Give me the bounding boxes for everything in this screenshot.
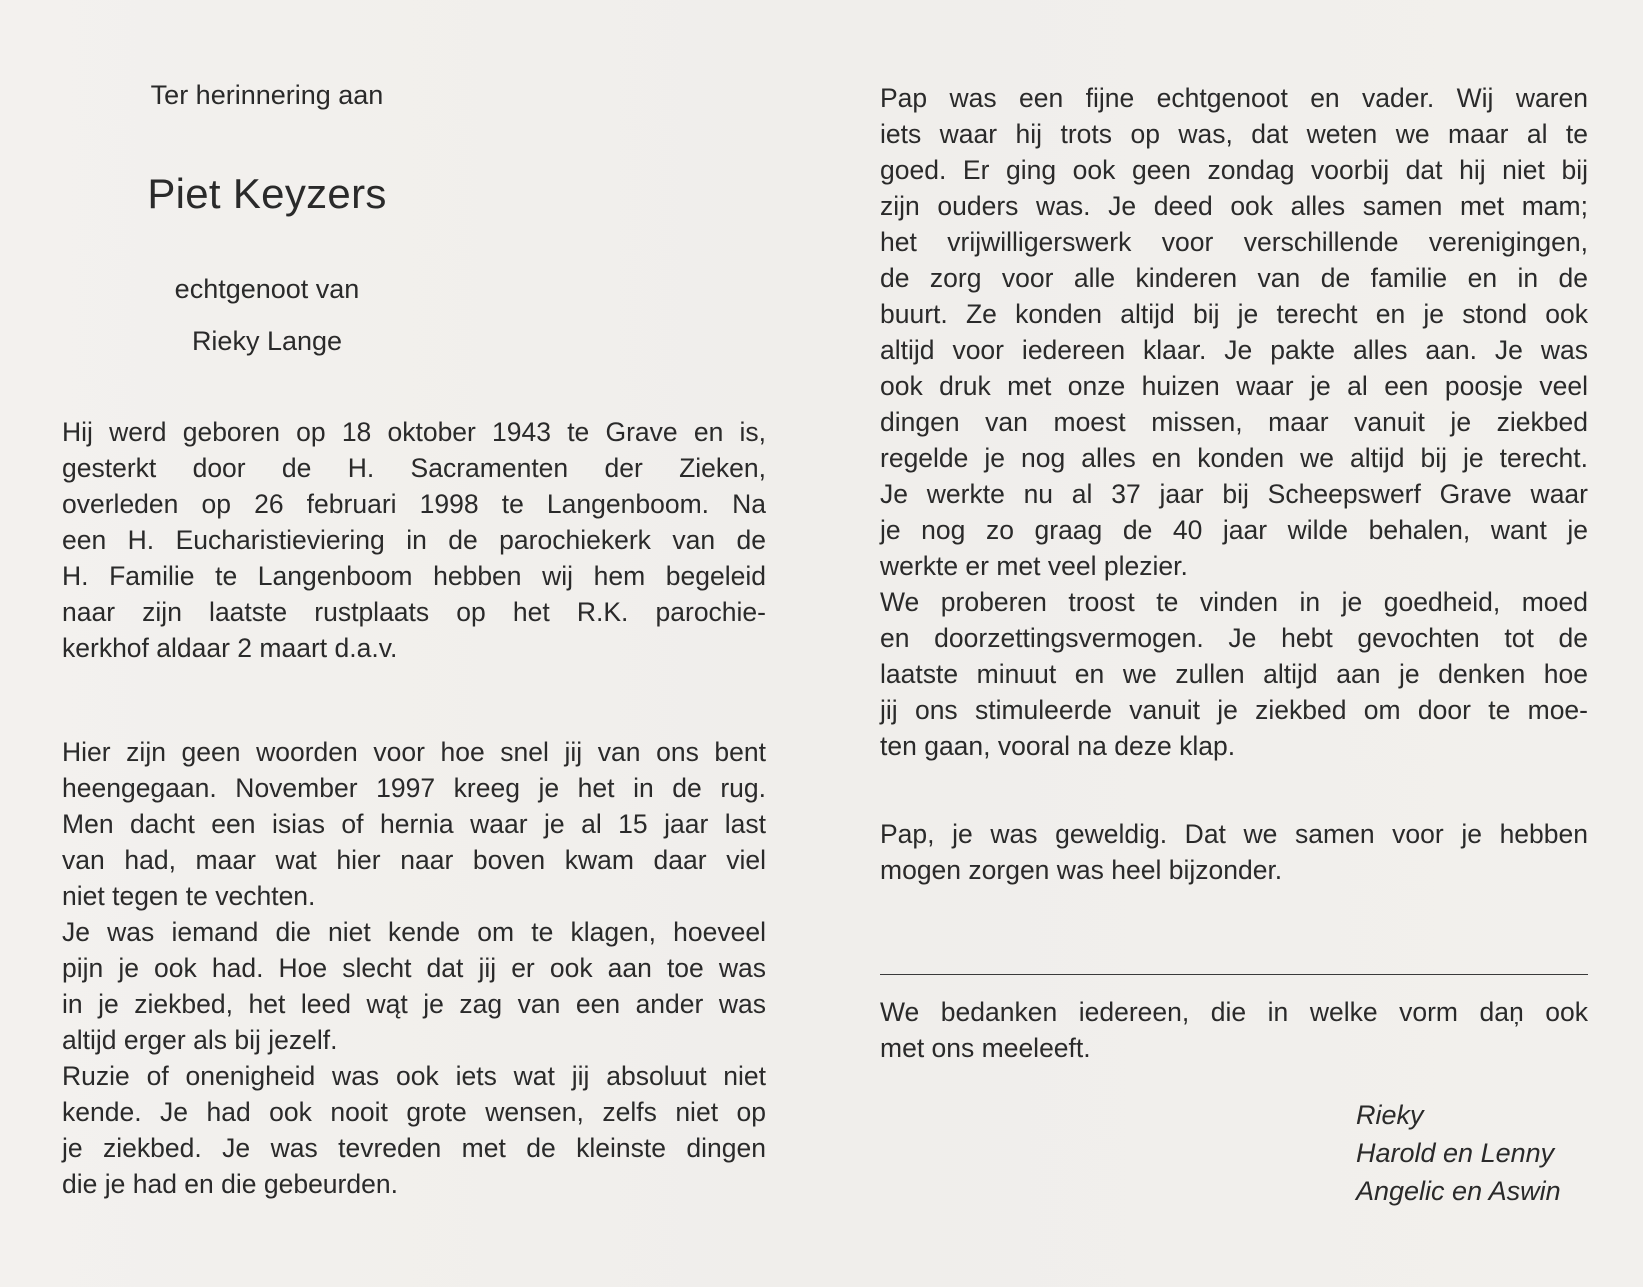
- signature-name: Rieky: [1356, 1100, 1424, 1130]
- thanks-paragraph: [880, 994, 1588, 1066]
- text-line: H. Familie te Langenboom hebben wij hem begeleid: [62, 561, 766, 591]
- text-line: ook druk met onze huizen waar je al een poosje veel: [880, 371, 1588, 401]
- relation-text: echtgenoot van: [174, 274, 360, 304]
- text-line: dingen van moest missen, maar vanuit je ziekbed: [880, 407, 1588, 437]
- text-line: het vrijwilligerswerk voor verschillende verenigingen,: [880, 227, 1588, 257]
- text-line: van had, maar wat hier naar boven kwam daar viel: [62, 845, 766, 875]
- signature-name: Harold en Lenny: [1356, 1138, 1555, 1168]
- family-signatures: [1356, 1096, 1561, 1210]
- signature-name: Angelic en Aswin: [1356, 1176, 1561, 1206]
- text-line: werkte er met veel plezier.: [880, 551, 1188, 581]
- story-paragraph: [62, 734, 766, 1202]
- text-line: buurt. Ze konden altijd bij je terecht en je stond ook: [880, 299, 1588, 329]
- text-line: pijn je ook had. Hoe slecht dat jij er ook aan toe was: [62, 953, 766, 983]
- text-line: ten gaan, vooral na deze klap.: [880, 731, 1236, 761]
- text-line: in je ziekbed, het leed wąt je zag van een ander was: [62, 989, 766, 1019]
- text-line: een H. Eucharistieviering in de parochiekerk van de: [62, 525, 766, 555]
- text-line: die je had en die gebeurden.: [62, 1169, 398, 1199]
- tribute-paragraph: [880, 80, 1588, 764]
- spouse-name: Rieky Lange: [191, 326, 343, 356]
- text-line: goed. Er ging ook geen zondag voorbij dat hij niet bij: [880, 155, 1588, 185]
- text-line: We proberen troost te vinden in je goedheid, moed: [880, 587, 1588, 617]
- text-line: naar zijn laatste rustplaats op het R.K. parochie-: [62, 597, 766, 627]
- text-line: Je werkte nu al 37 jaar bij Scheepswerf Grave waar: [880, 479, 1588, 509]
- text-line: Men dacht een isias of hernia waar je al 15 jaar last: [62, 809, 766, 839]
- text-line: Hier zijn geen woorden voor hoe snel jij van ons bent: [62, 737, 766, 767]
- text-line: altijd erger als bij jezelf.: [62, 1025, 338, 1055]
- text-line: iets waar hij trots op was, dat weten we maar al te: [880, 119, 1588, 149]
- text-line: overleden op 26 februari 1998 te Langenboom. Na: [62, 489, 766, 519]
- text-line: met ons meeleeft.: [880, 1033, 1091, 1063]
- left-page: [62, 0, 766, 1287]
- text-line: Je was iemand die niet kende om te klagen, hoeveel: [62, 917, 766, 947]
- text-line: kerkhof aldaar 2 maart d.a.v.: [62, 633, 398, 663]
- text-line: de zorg voor alle kinderen van de familie en in de: [880, 263, 1588, 293]
- text-line: We bedanken iedereen, die in welke vorm daņ ook: [880, 997, 1588, 1027]
- text-line: gesterkt door de H. Sacramenten der Zieken,: [62, 453, 766, 483]
- text-line: regelde je nog alles en konden we altijd bij je terecht.: [880, 443, 1588, 473]
- intro-text: Ter herinnering aan: [150, 80, 384, 110]
- right-page: [880, 0, 1588, 1287]
- text-line: mogen zorgen was heel bijzonder.: [880, 855, 1283, 885]
- text-line: Pap was een fijne echtgenoot en vader. Wij waren: [880, 83, 1588, 113]
- divider-line: [880, 974, 1588, 975]
- text-line: laatste minuut en we zullen altijd aan je denken hoe: [880, 659, 1588, 689]
- text-line: je ziekbed. Je was tevreden met de kleinste dingen: [62, 1133, 766, 1163]
- text-line: Pap, je was geweldig. Dat we samen voor je hebben: [880, 819, 1588, 849]
- text-line: niet tegen te vechten.: [62, 881, 316, 911]
- text-line: altijd voor iedereen klaar. Je pakte alles aan. Je was: [880, 335, 1588, 365]
- text-line: en doorzettingsvermogen. Je hebt gevochten tot de: [880, 623, 1588, 653]
- text-line: kende. Je had ook nooit grote wensen, zelfs niet op: [62, 1097, 766, 1127]
- text-line: zijn ouders was. Je deed ook alles samen met mam;: [880, 191, 1588, 221]
- birth-paragraph: [62, 414, 766, 666]
- text-line: jij ons stimuleerde vanuit je ziekbed om door te moe-: [880, 695, 1588, 725]
- closing-paragraph: [880, 816, 1588, 888]
- deceased-name: Piet Keyzers: [147, 170, 387, 217]
- text-line: Ruzie of onenigheid was ook iets wat jij absoluut niet: [62, 1061, 766, 1091]
- text-line: je nog zo graag de 40 jaar wilde behalen, want je: [880, 515, 1588, 545]
- text-line: Hij werd geboren op 18 oktober 1943 te Grave en is,: [62, 417, 766, 447]
- text-line: heengegaan. November 1997 kreeg je het in de rug.: [62, 773, 766, 803]
